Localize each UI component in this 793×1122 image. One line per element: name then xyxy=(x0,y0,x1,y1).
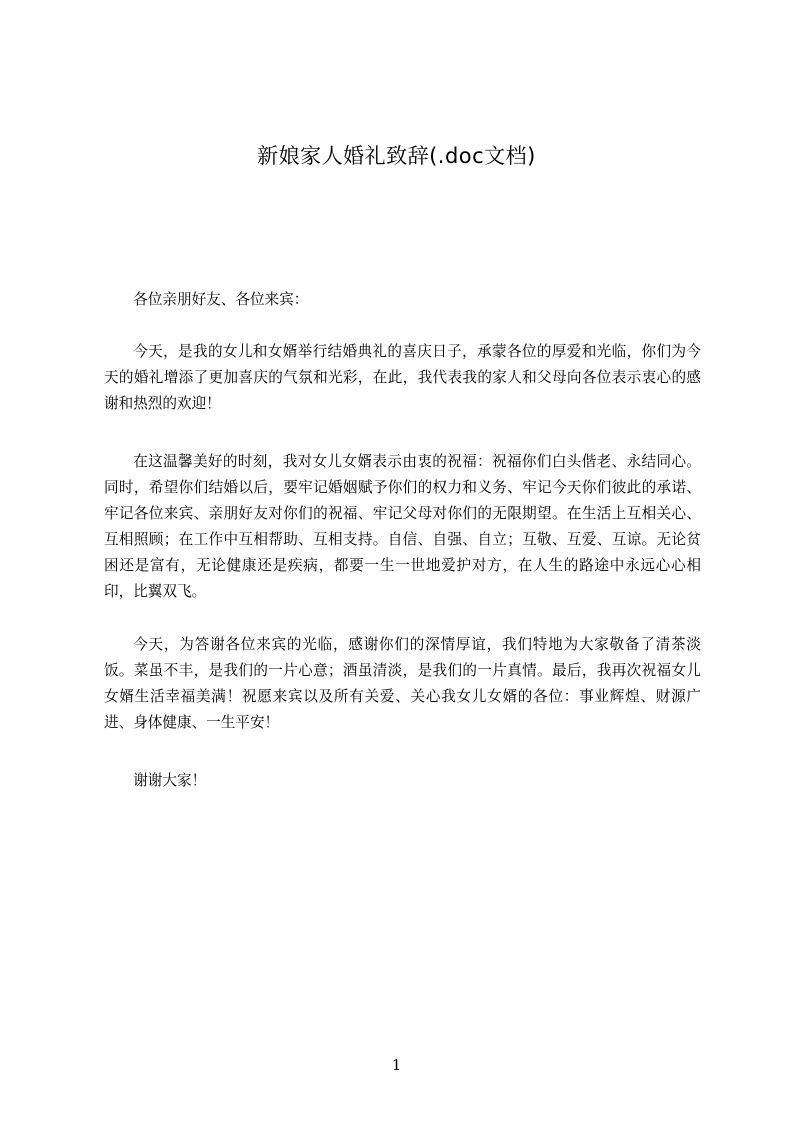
page-number: 1 xyxy=(391,1056,402,1074)
body-paragraph-gratitude: 今天，为答谢各位来宾的光临，感谢你们的深情厚谊，我们特地为大家敬备了清茶淡饭。菜虽不丰，是我们的一片心意；酒虽清淡，是我们的一片真情。最后，我再次祝福女儿女婿生活幸福美满！祝愿来宾以及所有关爱、关心我女儿女婿的各位：事业辉煌、财源广进、身体健康、一生平安！ xyxy=(104,636,701,731)
closing-paragraph: 谢谢大家！ xyxy=(133,772,207,789)
greeting-paragraph: 各位亲朋好友、各位来宾： xyxy=(133,291,309,308)
document-title: 新娘家人婚礼致辞(.doc文档) xyxy=(257,144,536,168)
body-paragraph-welcome: 今天，是我的女儿和女婿举行结婚典礼的喜庆日子，承蒙各位的厚爱和光临，你们为今天的婚礼增添了更加喜庆的气氛和光彩，在此，我代表我的家人和父母向各位表示衷心的感谢和热烈的欢迎！ xyxy=(104,343,701,412)
body-paragraph-blessing: 在这温馨美好的时刻，我对女儿女婿表示由衷的祝福：祝福你们白头偕老、永结同心。同时，希望你们结婚以后，要牢记婚姻赋予你们的权力和义务、牢记今天你们彼此的承诺、牢记各位来宾、亲朋好友对你们的祝福、牢记父母对你们的无限期望。在生活上互相关心、互相照顾；在工作中互相帮助、互相支持。自信、自强、自立；互敬、互爱、互谅。无论贫困还是富有，无论健康还是疾病，都要一生一世地爱护对方，在人生的路途中永远心心相印，比翼双飞。 xyxy=(104,453,701,600)
